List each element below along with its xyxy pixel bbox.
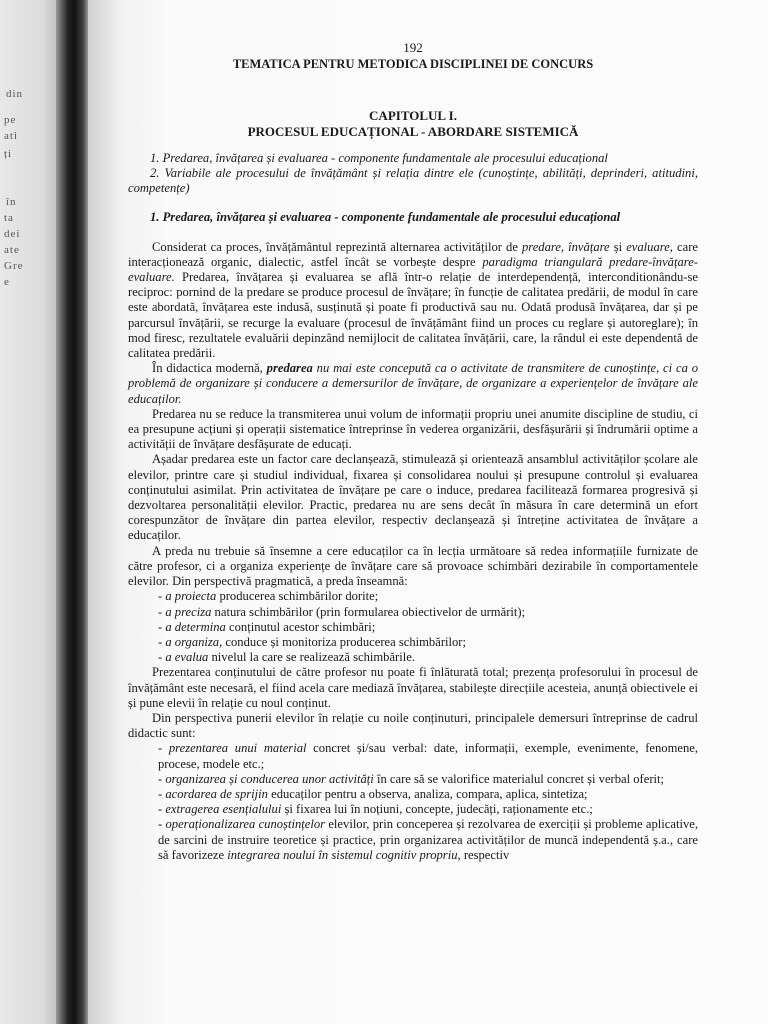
list-item: - operaționalizarea cunoștințelor elevilor, prin conceperea și rezolvarea de exerciții și probleme aplicative, de sarcini de instruire teoretice și practice, prin organizarea activităților de muncă independentă ș.a., care să favorizeze integrarea noului în sistemul cognitiv propriu, respectiv — [158, 817, 699, 862]
paragraph: A preda nu trebuie să însemne a cere educaților ca în lecția următoare să redea informațiile furnizate de către profesor, ci a organiza experiențe de învățare care să provoace schimbări dezirabile în comportamentele elevilor. Din perspectivă pragmatică, a preda înseamnă: — [128, 543, 698, 589]
list-item: - acordarea de sprijin educaților pentru a observa, analiza, compara, aplica, sintetiza; — [158, 786, 588, 801]
facing-page-fragment: ți — [4, 148, 13, 160]
page-number: 192 — [403, 40, 423, 55]
chapter-label: CAPITOLUL I. — [369, 108, 457, 124]
facing-page-fragment: ate — [4, 244, 20, 256]
chapter-contents — [128, 151, 698, 197]
facing-page-edge — [0, 0, 60, 1024]
book-gutter-shadow — [56, 0, 90, 1024]
facing-page-fragment: dei — [4, 228, 21, 240]
paragraph: Prezentarea conținutului de către profesor nu poate fi înlăturată total; prezența profesorului în procesul de învățământ este necesară, el fiind acela care mediază învățarea, stabilește direcțiile acesteia, anunță obiectivele ei și pune elevii în relație cu noul conținut. — [128, 665, 698, 710]
paragraph: Considerat ca proces, învățământul reprezintă alternarea activităților de predare, învățare și evaluare, care interacționează organic, dialectic, astfel încât se vorbește despre paradigma triangulară predare-învățare-evaluare. Predarea, învățarea și evaluarea se află într-o relație de interdependență, interconditionându-se reciproc: pornind de la predare se produce procesul de învățare; în funcție de calitatea predării, de modul în care este abordată, învățarea este indusă, susținută și poate fi productivă sau nu. Odată produsă învățarea, dar și pe parcursul învățării, se recurge la evaluare (procesul de învățământ fiind un proces cu reglare și autoreglare); în mod firesc, rezultatele evaluării depinzând nemijlocit de calitatea învățării, care, la rândul ei este dependentă de calitatea predării. — [128, 239, 698, 361]
list-item: - a evalua nivelul la care se realizează schimbările. — [158, 650, 415, 665]
list-item: - a proiecta producerea schimbărilor dorite; — [158, 589, 379, 604]
facing-page-fragment: Gre — [4, 260, 24, 272]
list-item: - a organiza, conduce și monitoriza producerea schimbărilor; — [158, 634, 467, 649]
facing-page-fragment: pe — [4, 114, 17, 126]
paragraph: Predarea nu se reduce la transmiterea unui volum de informații propriu unei anumite discipline de studiu, ci ea presupune acțiuni și operații sistematice întreprinse în vederea organizării, desfășurării și îndrumării optime a activității de învățare desfășurate de educați. — [128, 406, 698, 452]
facing-page-fragment: ta — [4, 212, 14, 224]
section-title: 1. Predarea, învățarea și evaluarea - componente fundamentale ale procesului educațional — [150, 210, 621, 225]
list-item: - organizarea și conducerea unor activități în care să se valorifice materialul concret și verbal oferit; — [158, 771, 665, 786]
paragraph: Din perspectiva punerii elevilor în relație cu noile conținuturi, principalele demersuri întreprinse de cadrul didactic sunt: — [128, 710, 698, 741]
running-head: TEMATICA PENTRU METODICA DISCIPLINEI DE CONCURS — [232, 57, 594, 72]
paragraph: Așadar predarea este un factor care declanșează, stimulează și orientează ansamblul activităților școlare ale elevilor, printre care și studiul individual, fixarea și consolidarea noului și presupune controlul și evaluarea conținutului asimilat. Prin activitatea de învățare pe care o induce, predarea facilitează formarea progresivă și dezvoltarea personalității elevilor. Practic, predarea nu are sens decât în măsura în care determină un efort corespunzător de învățare din partea elevilor, respectiv declanșează și întreține activitatea de învățare a educaților. — [128, 452, 698, 543]
body-text — [128, 240, 698, 863]
paragraph: În didactica modernă, predarea nu mai este concepută ca o activitate de transmitere de cunoștințe, ci ca o problemă de organizare și conducere a demersurilor de învățare, de organizare a experiențelor de învățare ale educaților. — [128, 361, 699, 406]
list-item: - a determina conținutul acestor schimbări; — [158, 619, 376, 634]
contents-item: 2. Variabile ale procesului de învățământ și relația dintre ele (cunoștințe, abilități, deprinderi, atitudini, competențe) — [128, 166, 698, 196]
page-content — [128, 40, 698, 863]
book-page — [88, 0, 768, 1024]
facing-page-fragment: ati — [4, 130, 18, 142]
list-item: - prezentarea unui material concret și/sau verbal: date, informații, exemple, evenimente, fenomene, procese, modele etc.; — [158, 741, 699, 771]
contents-item: 1. Predarea, învățarea și evaluarea - componente fundamentale ale procesului educațional — [150, 150, 608, 165]
facing-page-fragment: în — [6, 196, 17, 208]
list-item: - a preciza natura schimbărilor (prin formularea obiectivelor de urmărit); — [158, 604, 526, 619]
facing-page-fragment: e — [4, 276, 10, 288]
facing-page-fragment: din — [6, 88, 24, 100]
chapter-title: PROCESUL EDUCAȚIONAL - ABORDARE SISTEMICĂ — [247, 123, 579, 139]
list-item: - extragerea esențialului și fixarea lui în noțiuni, concepte, judecăți, raționamente etc.; — [158, 802, 593, 817]
